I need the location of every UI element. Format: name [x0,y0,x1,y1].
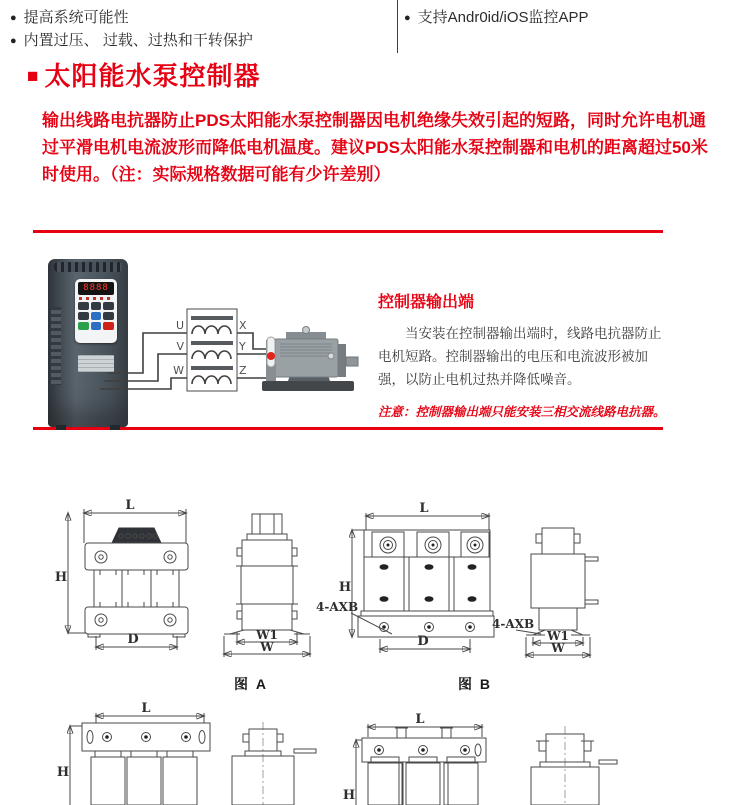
output-side-note: 注意：控制器输出端只能安装三相交流线路电抗器。 [378,405,666,419]
terminal-label-u: U [175,319,184,332]
figure-d-front-view [343,712,486,805]
intro-paragraph: 输出线路电抗器防止PDS太阳能水泵控制器因电机绝缘失效引起的短路，同时允许电机通过平滑电机电流波形而降低电机温度。建议PDS太阳能水泵控制器和电机的距离超过50米时使用。（注：实际规格数据可能有少许差别） [42,111,708,184]
dim-label-d: D [417,634,429,649]
dim-label-w: W [260,640,274,654]
feature-text: 内置过压、 过载、过热和干转保护 [23,32,253,49]
feature-bullet-1 [10,6,129,27]
bullet-icon: ● [404,12,411,24]
terminal-label-x: X [239,319,247,332]
dim-label-l: L [125,498,135,513]
dim-label-h: H [56,765,70,780]
terminal-label-z: Z [239,364,247,377]
terminal-label-v: V [176,340,184,353]
dim-label-h: H [338,580,352,595]
dim-label-l: L [141,701,151,716]
figure-c-side-view [232,722,316,805]
motor-image [262,327,358,392]
dim-label-w: W [551,641,565,655]
dim-label-l: L [419,501,429,516]
page-title-text: 太阳能水泵控制器 [44,61,261,91]
figure-a-side-view [224,514,310,657]
wiring-diagram [40,251,370,428]
terminal-label-y: Y [239,340,246,353]
feature-bullet-3 [404,6,589,27]
output-side-text [378,289,666,420]
bullet-icon: ● [10,12,17,24]
feature-text: 支持Andr0id/iOS监控APP [417,9,589,26]
output-diagram-box [33,230,666,430]
figure-d-side-view [531,726,617,805]
dim-label-h: H [54,570,68,585]
dimension-drawings [0,478,750,805]
figure-b-caption: 图 B [458,676,492,692]
mount-holes-label: 4-AXB [316,600,359,614]
dim-label-d: D [127,632,139,647]
page-title [27,56,261,93]
output-side-body: 当安装在控制器输出端时，线路电抗器防止电机短路。控制器输出的电压和电流波形被加强，以防止电机过热并降低噪音。 [378,326,662,387]
dim-label-l: L [415,712,425,727]
header-divider [397,0,398,53]
feature-bullet-2 [10,29,253,50]
figure-b-front-view [316,501,494,653]
motor-red-dot [267,352,275,360]
line-reactor-symbol [187,309,237,391]
terminal-label-w: W [173,364,184,377]
feature-text: 提高系统可能性 [23,9,129,26]
figure-a-front-view [55,498,188,650]
led-display: 8888 [78,282,114,295]
dim-label-w1: W1 [256,628,278,642]
output-side-heading: 控制器输出端 [378,294,475,311]
bullet-icon: ● [10,35,17,47]
figure-b-side-view [492,528,598,658]
figure-a-caption: 图 A [234,676,268,692]
dim-label-h: H [342,788,356,803]
dim-label-w1: W1 [547,629,569,643]
square-bullet-icon: ■ [27,66,40,87]
figure-c-front-view [57,701,210,805]
mount-holes-label: 4-AXB [492,617,535,631]
